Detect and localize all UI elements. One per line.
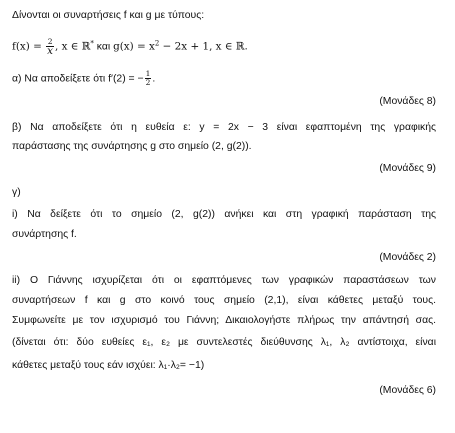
intro-text: Δίνονται οι συναρτήσεις f και g με τύπους: — [12, 10, 205, 21]
part-c-i-line-2: συνάρτησης f. — [12, 229, 77, 240]
part-c-label: γ) — [12, 187, 21, 198]
f-lhs: f(x) = — [12, 40, 46, 53]
g-exponent: 2 — [154, 39, 160, 48]
f-fraction — [46, 38, 54, 55]
part-c-i-line-1: i) Να δείξετε ότι το σημείο (2, g(2)) ανήκει και στη γραφική παράσταση της — [12, 209, 436, 220]
part-c-i-marks: (Μονάδες 2) — [379, 252, 436, 263]
part-b-line-2: παράστασης της συνάρτησης g στο σημείο (2, g(2)). — [12, 141, 252, 152]
part-a-end: . — [152, 73, 156, 85]
part-c-ii-line-1: ii) Ο Γιάννης ισχυρίζεται ότι οι εφαπτόμενες των γραφικών παραστάσεων των — [12, 275, 436, 286]
function-definitions — [12, 38, 248, 55]
part-b-line-1: β) Να αποδείξετε ότι η ευθεία ε: y = 2x − 3 είναι εφαπτομένη της γραφικής — [12, 122, 436, 133]
part-a-fraction-numerator: 1 — [145, 69, 151, 78]
f-domain: , x ∈ ℝ — [55, 40, 91, 53]
f-fraction-numerator: 2 — [47, 37, 53, 46]
part-a-marks: (Μονάδες 8) — [379, 96, 436, 107]
part-b-marks: (Μονάδες 9) — [379, 163, 436, 174]
g-rest: − 2x + 1, x ∈ ℝ. — [159, 40, 248, 53]
part-c-ii-line-5: κάθετες μεταξύ τους εάν ισχύει: λ₁·λ₂= −1) — [12, 360, 205, 371]
and-word: και — [93, 41, 114, 53]
g-lhs: g(x) = x — [113, 40, 155, 53]
part-a-fraction — [145, 70, 152, 87]
part-a-fraction-denominator: 2 — [145, 78, 151, 87]
part-c-ii-line-4: (δίνεται ότι: δύο ευθείες ε₁, ε₂ με συντελεστές διεύθυνσης λ₁, λ₂ αντίστοιχα, είναι — [12, 337, 436, 348]
part-a-text: α) Να αποδείξετε ότι f′(2) = − — [12, 73, 144, 85]
part-c-ii-marks: (Μονάδες 6) — [379, 385, 436, 396]
part-c-ii-line-3: Συμφωνείτε με τον ισχυρισμό του Γιάννη; Δικαιολογήστε πλήρως την απάντησή σας. — [12, 315, 436, 326]
part-c-ii-line-2: συναρτήσεων f και g στο κοινό τους σημείο (2,1), είναι κάθετες μεταξύ τους. — [12, 295, 436, 306]
f-domain-star: * — [90, 39, 94, 48]
f-fraction-denominator: x — [47, 45, 54, 57]
part-a-statement — [12, 70, 155, 87]
